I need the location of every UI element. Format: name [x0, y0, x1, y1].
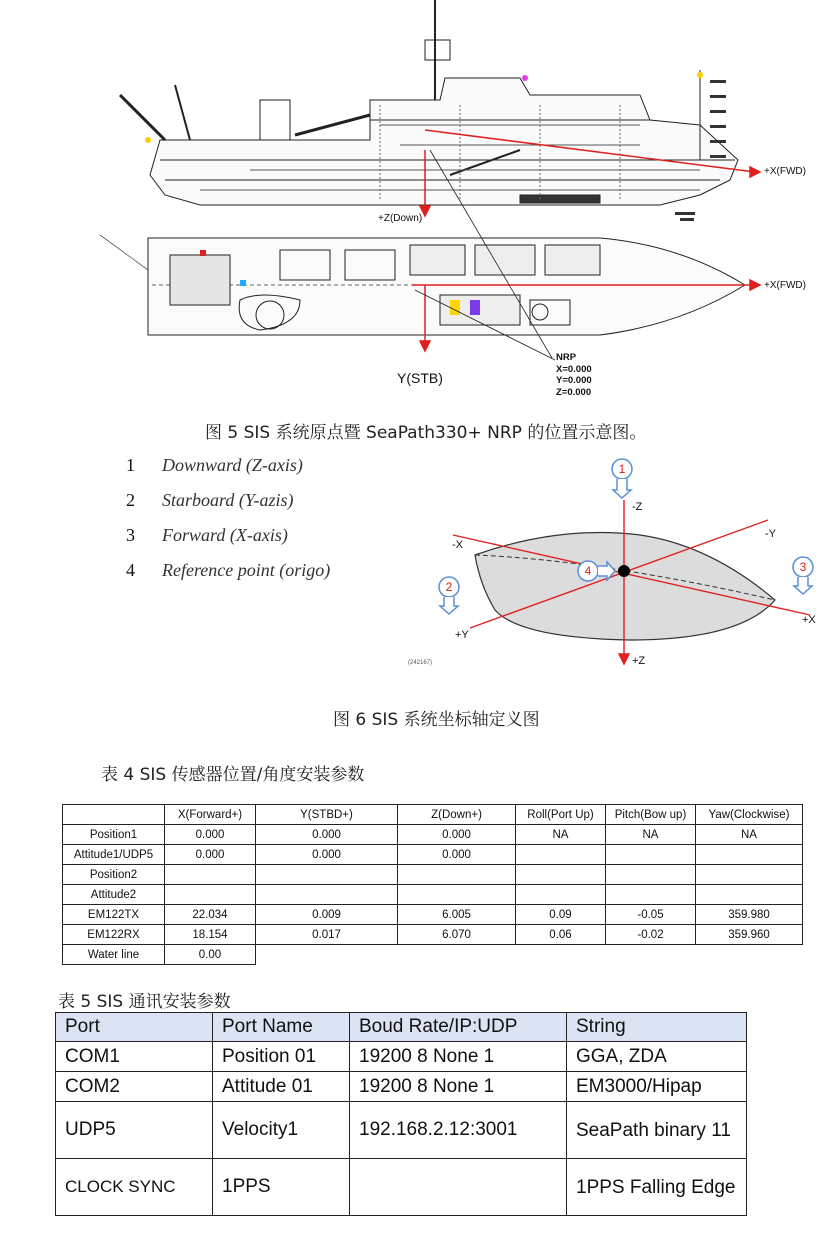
legend-num: 4 — [126, 560, 135, 580]
legend-text: Downward (Z-axis) — [162, 455, 303, 475]
boat-hull — [475, 533, 775, 641]
table-cell: COM1 — [56, 1042, 213, 1072]
label-z-down: +Z(Down) — [378, 213, 423, 224]
table-header-cell: Z(Down+) — [398, 805, 516, 825]
axis-neg-z: -Z — [632, 501, 643, 513]
nrp-y: Y=0.000 — [556, 375, 592, 386]
table-cell: NA — [606, 825, 696, 845]
table-cell: Velocity1 — [213, 1102, 350, 1159]
table-cell: 22.034 — [165, 905, 256, 925]
legend-item — [126, 490, 330, 525]
legend-text: Starboard (Y-azis) — [162, 490, 294, 510]
table-header-row — [56, 1013, 747, 1042]
table-cell: 0.000 — [256, 845, 398, 865]
marker-num-1: 1 — [618, 462, 626, 476]
table-4-title: 表 4 SIS 传感器位置/角度安装参数 — [101, 765, 365, 785]
marker-num-3: 3 — [799, 560, 807, 574]
table-cell — [606, 885, 696, 905]
table-cell: Attitude 01 — [213, 1072, 350, 1102]
figure-code: (242167) — [408, 660, 433, 666]
table-row — [63, 945, 803, 965]
table-5-title: 表 5 SIS 通讯安装参数 — [58, 992, 231, 1012]
table-row — [56, 1102, 747, 1159]
axis-pos-y: +Y — [455, 629, 469, 641]
comm-settings-table — [55, 1012, 747, 1216]
table-cell: EM122RX — [63, 925, 165, 945]
ship-side-profile — [120, 0, 738, 221]
table-header-cell: Yaw(Clockwise) — [696, 805, 803, 825]
table-cell — [165, 885, 256, 905]
nrp-block — [556, 352, 592, 398]
table-cell: Attitude2 — [63, 885, 165, 905]
table-cell: Position2 — [63, 865, 165, 885]
table-cell: 0.00 — [165, 945, 256, 965]
table-cell: COM2 — [56, 1072, 213, 1102]
marker-num-2: 2 — [445, 580, 453, 594]
table-header-cell: Port Name — [213, 1013, 350, 1042]
table-cell — [696, 865, 803, 885]
table-cell — [516, 865, 606, 885]
nrp-z: Z=0.000 — [556, 386, 592, 398]
sensor-offset-table — [62, 804, 803, 965]
table-row — [63, 845, 803, 865]
table-row — [63, 865, 803, 885]
table-cell — [350, 1159, 567, 1216]
table-cell — [696, 845, 803, 865]
table-header-cell: X(Forward+) — [165, 805, 256, 825]
legend-item — [126, 525, 330, 560]
ship-diagram — [0, 0, 839, 410]
table-header-cell: Pitch(Bow up) — [606, 805, 696, 825]
table-cell: Water line — [63, 945, 165, 965]
table-cell: 0.017 — [256, 925, 398, 945]
legend-item — [126, 560, 330, 595]
label-x-fwd-top: +X(FWD) — [764, 166, 806, 177]
axis-pos-x: +X — [802, 614, 816, 626]
table-cell: 1PPS — [213, 1159, 350, 1216]
table-cell: 192.168.2.12:3001 — [350, 1102, 567, 1159]
table-cell: 0.000 — [165, 845, 256, 865]
table-cell: 19200 8 None 1 — [350, 1072, 567, 1102]
legend-text: Forward (X-axis) — [162, 525, 288, 545]
table-cell: 19200 8 None 1 — [350, 1042, 567, 1072]
boat-axis-diagram — [400, 452, 830, 682]
legend-num: 3 — [126, 525, 135, 545]
legend-text: Reference point (origo) — [162, 560, 331, 580]
nrp-title: NRP — [556, 352, 577, 363]
table-cell: CLOCK SYNC — [56, 1159, 213, 1216]
table-row — [56, 1042, 747, 1072]
axis-neg-y: -Y — [765, 528, 776, 540]
table-cell: 0.000 — [398, 825, 516, 845]
legend-item — [126, 455, 330, 490]
table-header-row — [63, 805, 803, 825]
table-cell — [516, 845, 606, 865]
table-header-cell: Boud Rate/IP:UDP — [350, 1013, 567, 1042]
table-cell: 0.000 — [398, 845, 516, 865]
table-cell: EM3000/Hipap — [567, 1072, 747, 1102]
table-cell: Position1 — [63, 825, 165, 845]
table-cell: -0.05 — [606, 905, 696, 925]
table-cell: EM122TX — [63, 905, 165, 925]
table-cell: 1PPS Falling Edge — [567, 1159, 747, 1216]
table-cell — [256, 885, 398, 905]
table-row — [56, 1072, 747, 1102]
table-header-cell: String — [567, 1013, 747, 1042]
table-header-cell — [63, 805, 165, 825]
figure-6-caption: 图 6 SIS 系统坐标轴定义图 — [333, 710, 540, 730]
table-cell: 6.005 — [398, 905, 516, 925]
legend-num: 1 — [126, 455, 135, 475]
table-header-cell: Roll(Port Up) — [516, 805, 606, 825]
table-cell: 0.009 — [256, 905, 398, 925]
table-cell: NA — [516, 825, 606, 845]
table-cell: NA — [696, 825, 803, 845]
table-cell: GGA, ZDA — [567, 1042, 747, 1072]
axis-legend — [126, 455, 330, 595]
axis-pos-z: +Z — [632, 655, 646, 667]
nrp-x: X=0.000 — [556, 363, 592, 375]
table-cell — [256, 865, 398, 885]
table-cell: -0.02 — [606, 925, 696, 945]
table-cell: 359.960 — [696, 925, 803, 945]
table-cell — [516, 885, 606, 905]
table-cell — [606, 845, 696, 865]
table-cell: 6.070 — [398, 925, 516, 945]
table-cell: 0.000 — [165, 825, 256, 845]
figure-5-caption: 图 5 SIS 系统原点暨 SeaPath330+ NRP 的位置示意图。 — [205, 423, 647, 443]
table-cell — [696, 885, 803, 905]
marker-num-4: 4 — [584, 564, 592, 578]
table-cell: Attitude1/UDP5 — [63, 845, 165, 865]
table-header-cell: Y(STBD+) — [256, 805, 398, 825]
label-x-fwd-bottom: +X(FWD) — [764, 280, 806, 291]
table-cell — [606, 865, 696, 885]
label-y-stb: Y(STB) — [397, 370, 443, 386]
table-cell: 0.000 — [256, 825, 398, 845]
legend-num: 2 — [126, 490, 135, 510]
table-cell — [165, 865, 256, 885]
table-header-cell: Port — [56, 1013, 213, 1042]
table-cell — [398, 885, 516, 905]
table-row — [63, 925, 803, 945]
axis-neg-x: -X — [452, 539, 463, 551]
table-cell — [398, 865, 516, 885]
table-cell: 359.980 — [696, 905, 803, 925]
table-cell: UDP5 — [56, 1102, 213, 1159]
table-cell: 0.09 — [516, 905, 606, 925]
table-row — [63, 885, 803, 905]
table-row — [63, 825, 803, 845]
table-cell: Position 01 — [213, 1042, 350, 1072]
table-cell: 0.06 — [516, 925, 606, 945]
table-row — [63, 905, 803, 925]
table-empty-space — [256, 945, 803, 965]
table-cell: 18.154 — [165, 925, 256, 945]
table-cell: SeaPath binary 11 — [567, 1102, 747, 1159]
table-row — [56, 1159, 747, 1216]
